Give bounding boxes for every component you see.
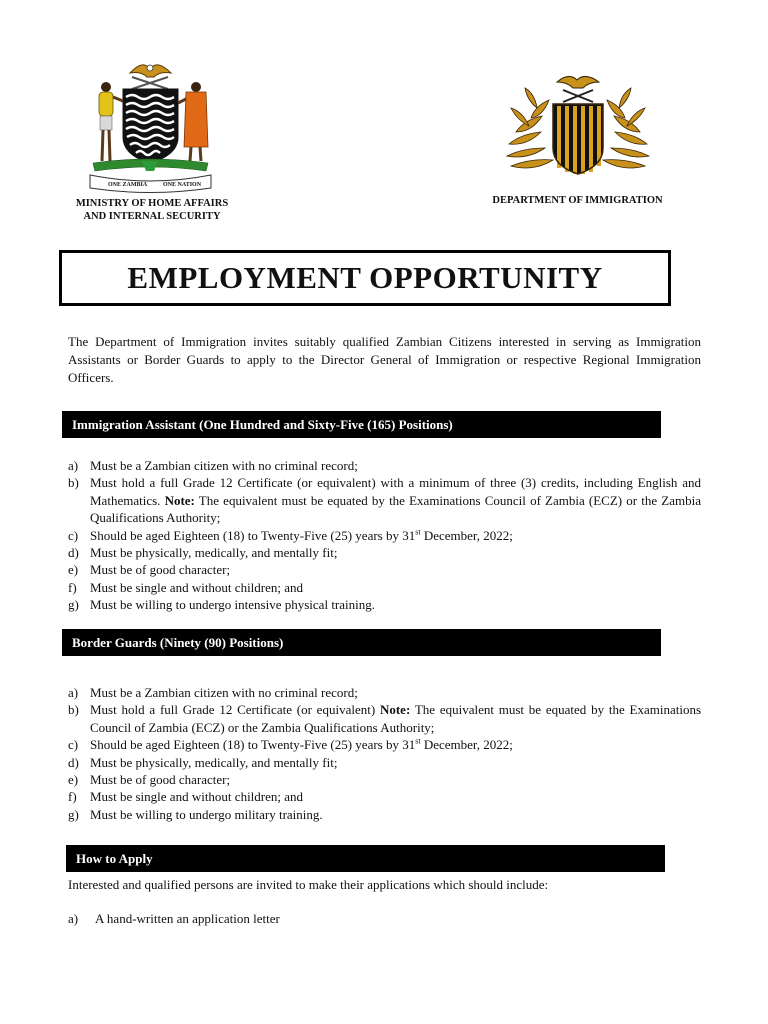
- list-item-text-part: Should be aged Eighteen (18) to Twenty-Five (25) years by 31: [90, 737, 416, 753]
- list-item: [68, 806, 701, 823]
- list-item-text: Must be a Zambian citizen with no criminal record;: [90, 458, 358, 473]
- apply-item-letter: a): [68, 911, 79, 926]
- list-item-text: Must be of good character;: [90, 772, 231, 788]
- ministry-name: [66, 197, 238, 223]
- ministry-name-line2: AND INTERNAL SECURITY: [83, 211, 221, 222]
- list-item-letter: f): [68, 579, 77, 595]
- list-item-text: [90, 701, 701, 736]
- list-item-text-part: The equivalent must be equated by the Examinations Council of Zambia (ECZ) or the Zambia Qualifications Authority;: [90, 492, 701, 526]
- list-item: [68, 596, 701, 613]
- list-item-text: Must be willing to undergo military training.: [90, 806, 323, 822]
- list-item-text: Must be single and without children; and: [90, 579, 304, 595]
- motto-right: ONE NATION: [163, 182, 202, 188]
- ministry-name-line1: MINISTRY OF HOME AFFAIRS: [75, 198, 229, 209]
- list-item-letter: f): [68, 789, 77, 805]
- list-item-letter: a): [68, 685, 79, 700]
- list-item-letter: b): [68, 702, 79, 718]
- list-item-text: Must be physically, medically, and mentally fit;: [90, 545, 338, 561]
- list-item-letter: c): [68, 527, 79, 543]
- list-item-letter: e): [68, 772, 79, 788]
- list-item-letter: d): [68, 545, 79, 561]
- border-guards-requirements: [68, 684, 701, 823]
- list-item-text: Must be of good character;: [90, 562, 231, 578]
- ordinal-suffix: st: [415, 527, 421, 537]
- list-item-text-part: Should be aged Eighteen (18) to Twenty-Five (25) years by 31: [90, 527, 416, 543]
- section-heading-immigration-assistant: Immigration Assistant (One Hundred and Sixty-Five (165) Positions): [62, 411, 661, 438]
- list-item-text-part: Must hold a full Grade 12 Certificate (or equivalent) with a minimum of three (3) credits, including English and Mathematics.: [90, 475, 701, 508]
- list-item-text: Must be physically, medically, and mentally fit;: [90, 754, 338, 770]
- intro-paragraph: The Department of Immigration invites suitably qualified Zambian Citizens interested in serving as Immigration Assistants or Border Guards to apply to the Director General of Immigration or respective Regional Immigration Officers.: [68, 334, 701, 385]
- list-item: [68, 684, 701, 701]
- immigration-badge-icon: [487, 72, 669, 184]
- list-item: [68, 474, 701, 526]
- list-item-text-part: December, 2022;: [420, 527, 513, 543]
- list-item: [68, 701, 701, 736]
- list-item-text: Must be willing to undergo intensive physical training.: [90, 597, 376, 613]
- list-item: [68, 771, 701, 788]
- list-item: [68, 457, 701, 474]
- list-item: [68, 527, 701, 544]
- list-item-letter: g): [68, 806, 79, 822]
- list-item-letter: d): [68, 754, 79, 770]
- list-item: [68, 579, 701, 596]
- list-item: [68, 736, 701, 753]
- motto-left: ONE ZAMBIA: [108, 182, 148, 188]
- list-item-text: [90, 736, 701, 753]
- section-heading-how-to-apply: How to Apply: [66, 845, 665, 872]
- how-to-apply-intro: Interested and qualified persons are invited to make their applications which should include:: [68, 877, 549, 892]
- list-item-letter: g): [68, 597, 79, 613]
- section-heading-border-guards: Border Guards (Ninety (90) Positions): [62, 629, 661, 656]
- note-label: Note:: [164, 492, 195, 508]
- list-item-letter: b): [68, 475, 79, 491]
- list-item-letter: e): [68, 562, 79, 578]
- list-item-text-part: December, 2022;: [420, 737, 513, 753]
- list-item-text: Must be a Zambian citizen with no criminal record;: [90, 685, 358, 700]
- page-title: [59, 250, 671, 306]
- list-item: [68, 754, 701, 771]
- immigration-assistant-requirements: [68, 457, 701, 614]
- list-item-letter: a): [68, 458, 79, 473]
- list-item: [68, 788, 701, 805]
- note-label: Note:: [379, 702, 411, 718]
- apply-item-text: A hand-written an application letter: [95, 911, 280, 926]
- list-item-text: Must be single and without children; and: [90, 789, 304, 805]
- zambia-coat-of-arms-icon: [88, 55, 213, 195]
- list-item: [68, 544, 701, 561]
- list-item-text-part: The equivalent must be equated by the Examinations Council of Zambia (ECZ) or the Zambia Qualifications Authority;: [90, 702, 701, 735]
- department-name: DEPARTMENT OF IMMIGRATION: [492, 195, 663, 206]
- list-item-text: [90, 527, 701, 544]
- apply-item: [68, 910, 280, 928]
- list-item-letter: c): [68, 737, 79, 753]
- page-title-text: EMPLOYMENT OPPORTUNITY: [127, 260, 603, 295]
- list-item: [68, 561, 701, 578]
- list-item-text-part: Must hold a full Grade 12 Certificate (or equivalent): [90, 702, 380, 718]
- ordinal-suffix: st: [415, 736, 421, 746]
- list-item-text: [90, 474, 701, 526]
